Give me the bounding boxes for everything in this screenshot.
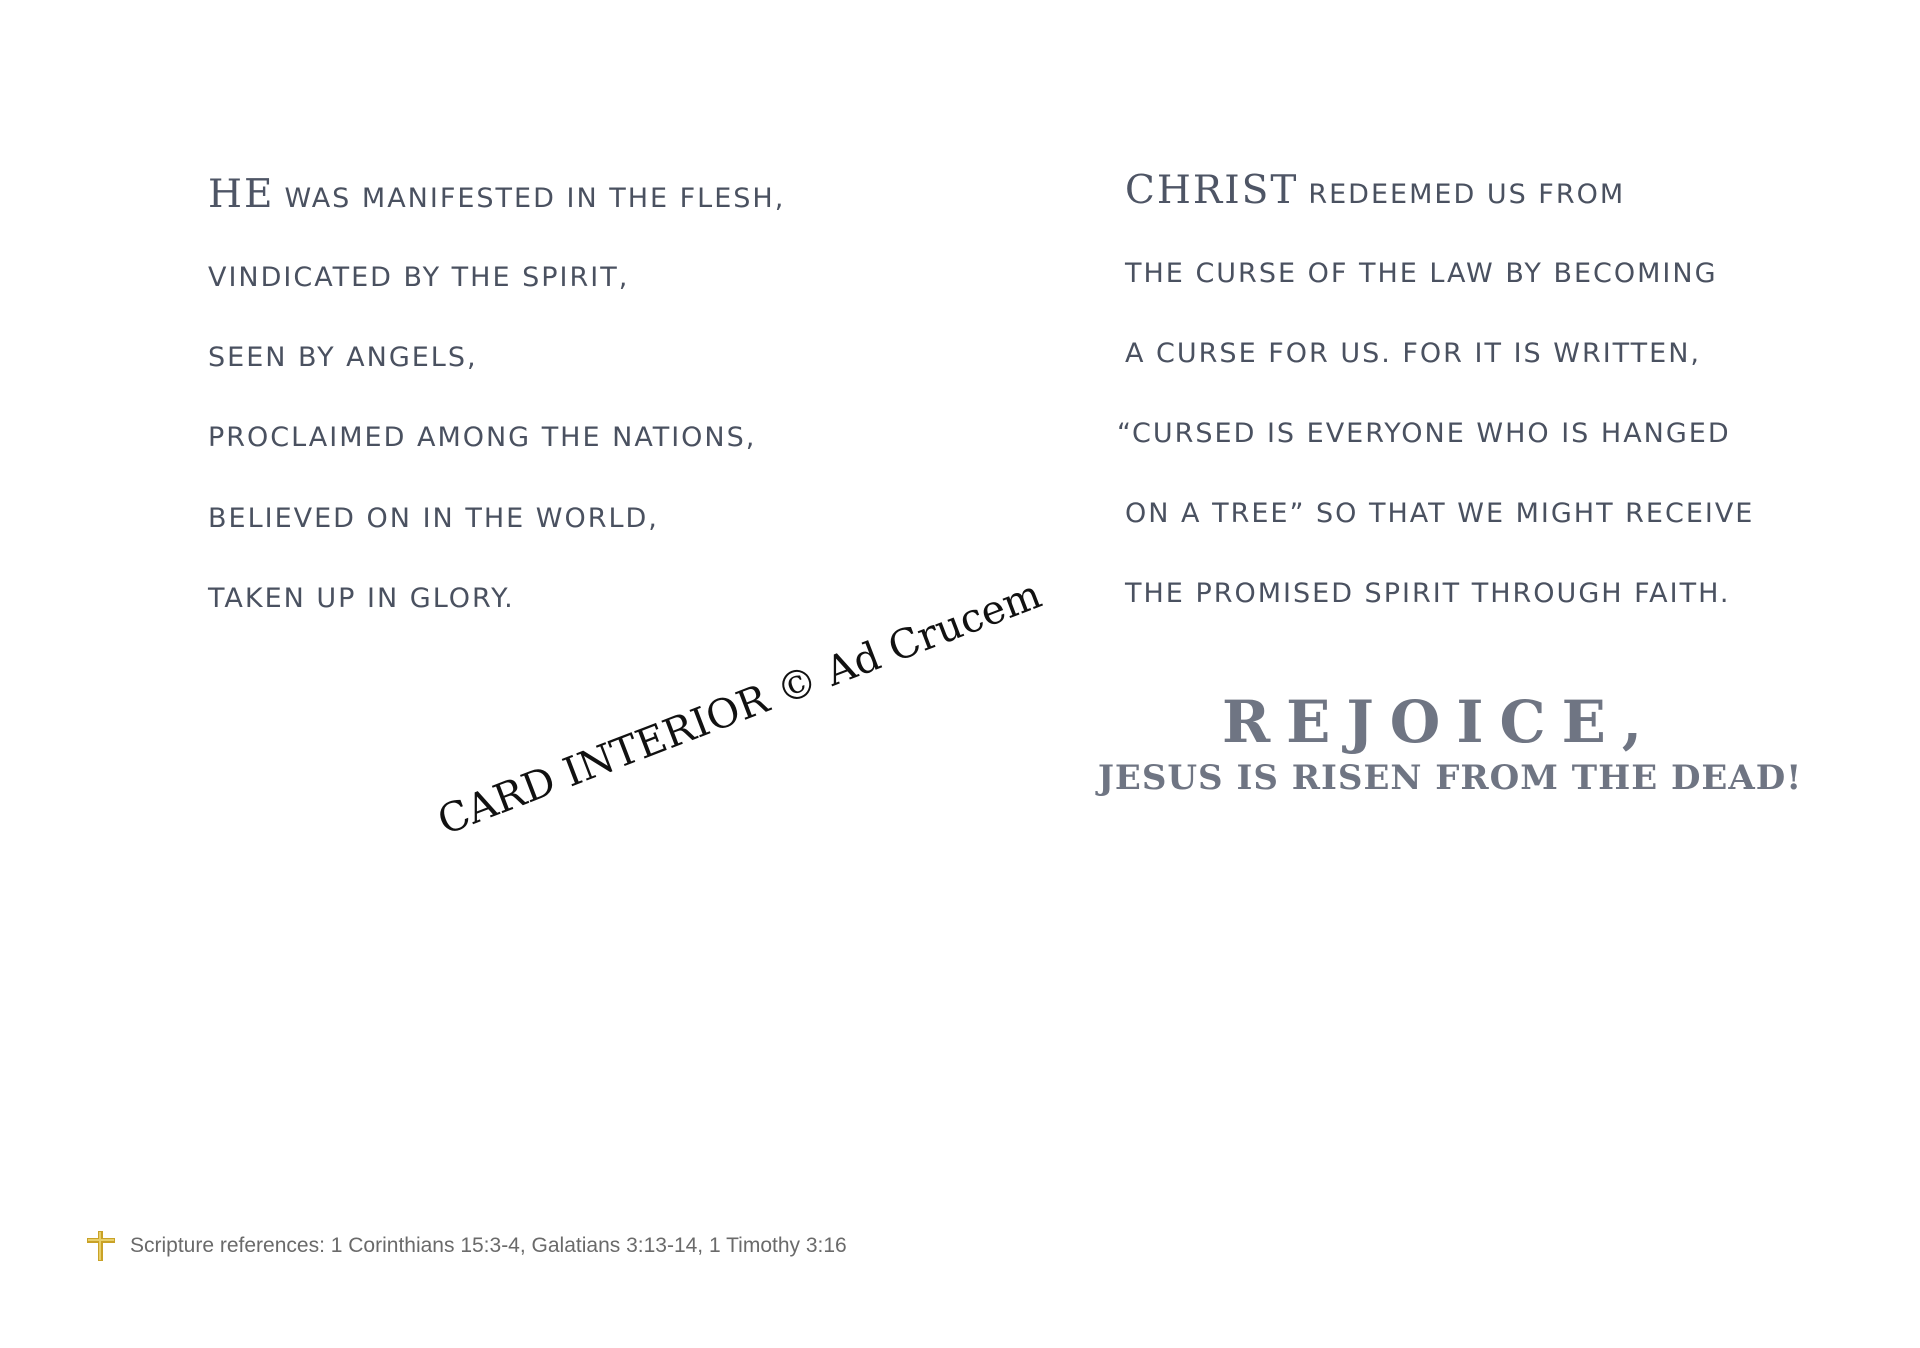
left-verse-line-text: WAS MANIFESTED IN THE FLESH,	[284, 183, 786, 214]
scripture-references: Scripture references: 1 Corinthians 15:3-4, Galatians 3:13-14, 1 Timothy 3:16	[130, 1234, 847, 1257]
right-verse-lead-word: CHRIST	[1125, 168, 1299, 213]
right-verse-line-4: “CURSED IS EVERYONE WHO IS HANGED	[1117, 418, 1731, 449]
left-verse-lead-word: HE	[208, 172, 275, 217]
right-verse-line-1	[1125, 168, 1625, 213]
right-verse-line-5: ON A TREE” SO THAT WE MIGHT RECEIVE	[1125, 498, 1755, 529]
left-verse-line-2: VINDICATED BY THE SPIRIT,	[208, 262, 630, 293]
right-verse-line-3: A CURSE FOR US. FOR IT IS WRITTEN,	[1125, 338, 1702, 369]
left-verse-line-4: PROCLAIMED AMONG THE NATIONS,	[208, 422, 757, 453]
greeting-subline: JESUS IS RISEN FROM THE DEAD!	[1097, 758, 1803, 798]
right-verse-line-2: THE CURSE OF THE LAW BY BECOMING	[1125, 258, 1718, 289]
right-verse-line-text: REDEEMED US FROM	[1308, 179, 1626, 210]
left-verse-line-6: TAKEN UP IN GLORY.	[208, 583, 515, 614]
scripture-footer	[86, 1230, 847, 1262]
left-verse-line-1	[208, 172, 785, 217]
cross-icon	[86, 1230, 116, 1262]
left-verse-line-5: BELIEVED ON IN THE WORLD,	[208, 503, 659, 534]
left-verse-line-3: SEEN BY ANGELS,	[208, 342, 478, 373]
right-verse-line-6: THE PROMISED SPIRIT THROUGH FAITH.	[1125, 578, 1731, 609]
greeting-headline: REJOICE,	[1221, 688, 1659, 756]
watermark: CARD INTERIOR © Ad Crucem	[431, 571, 1048, 845]
